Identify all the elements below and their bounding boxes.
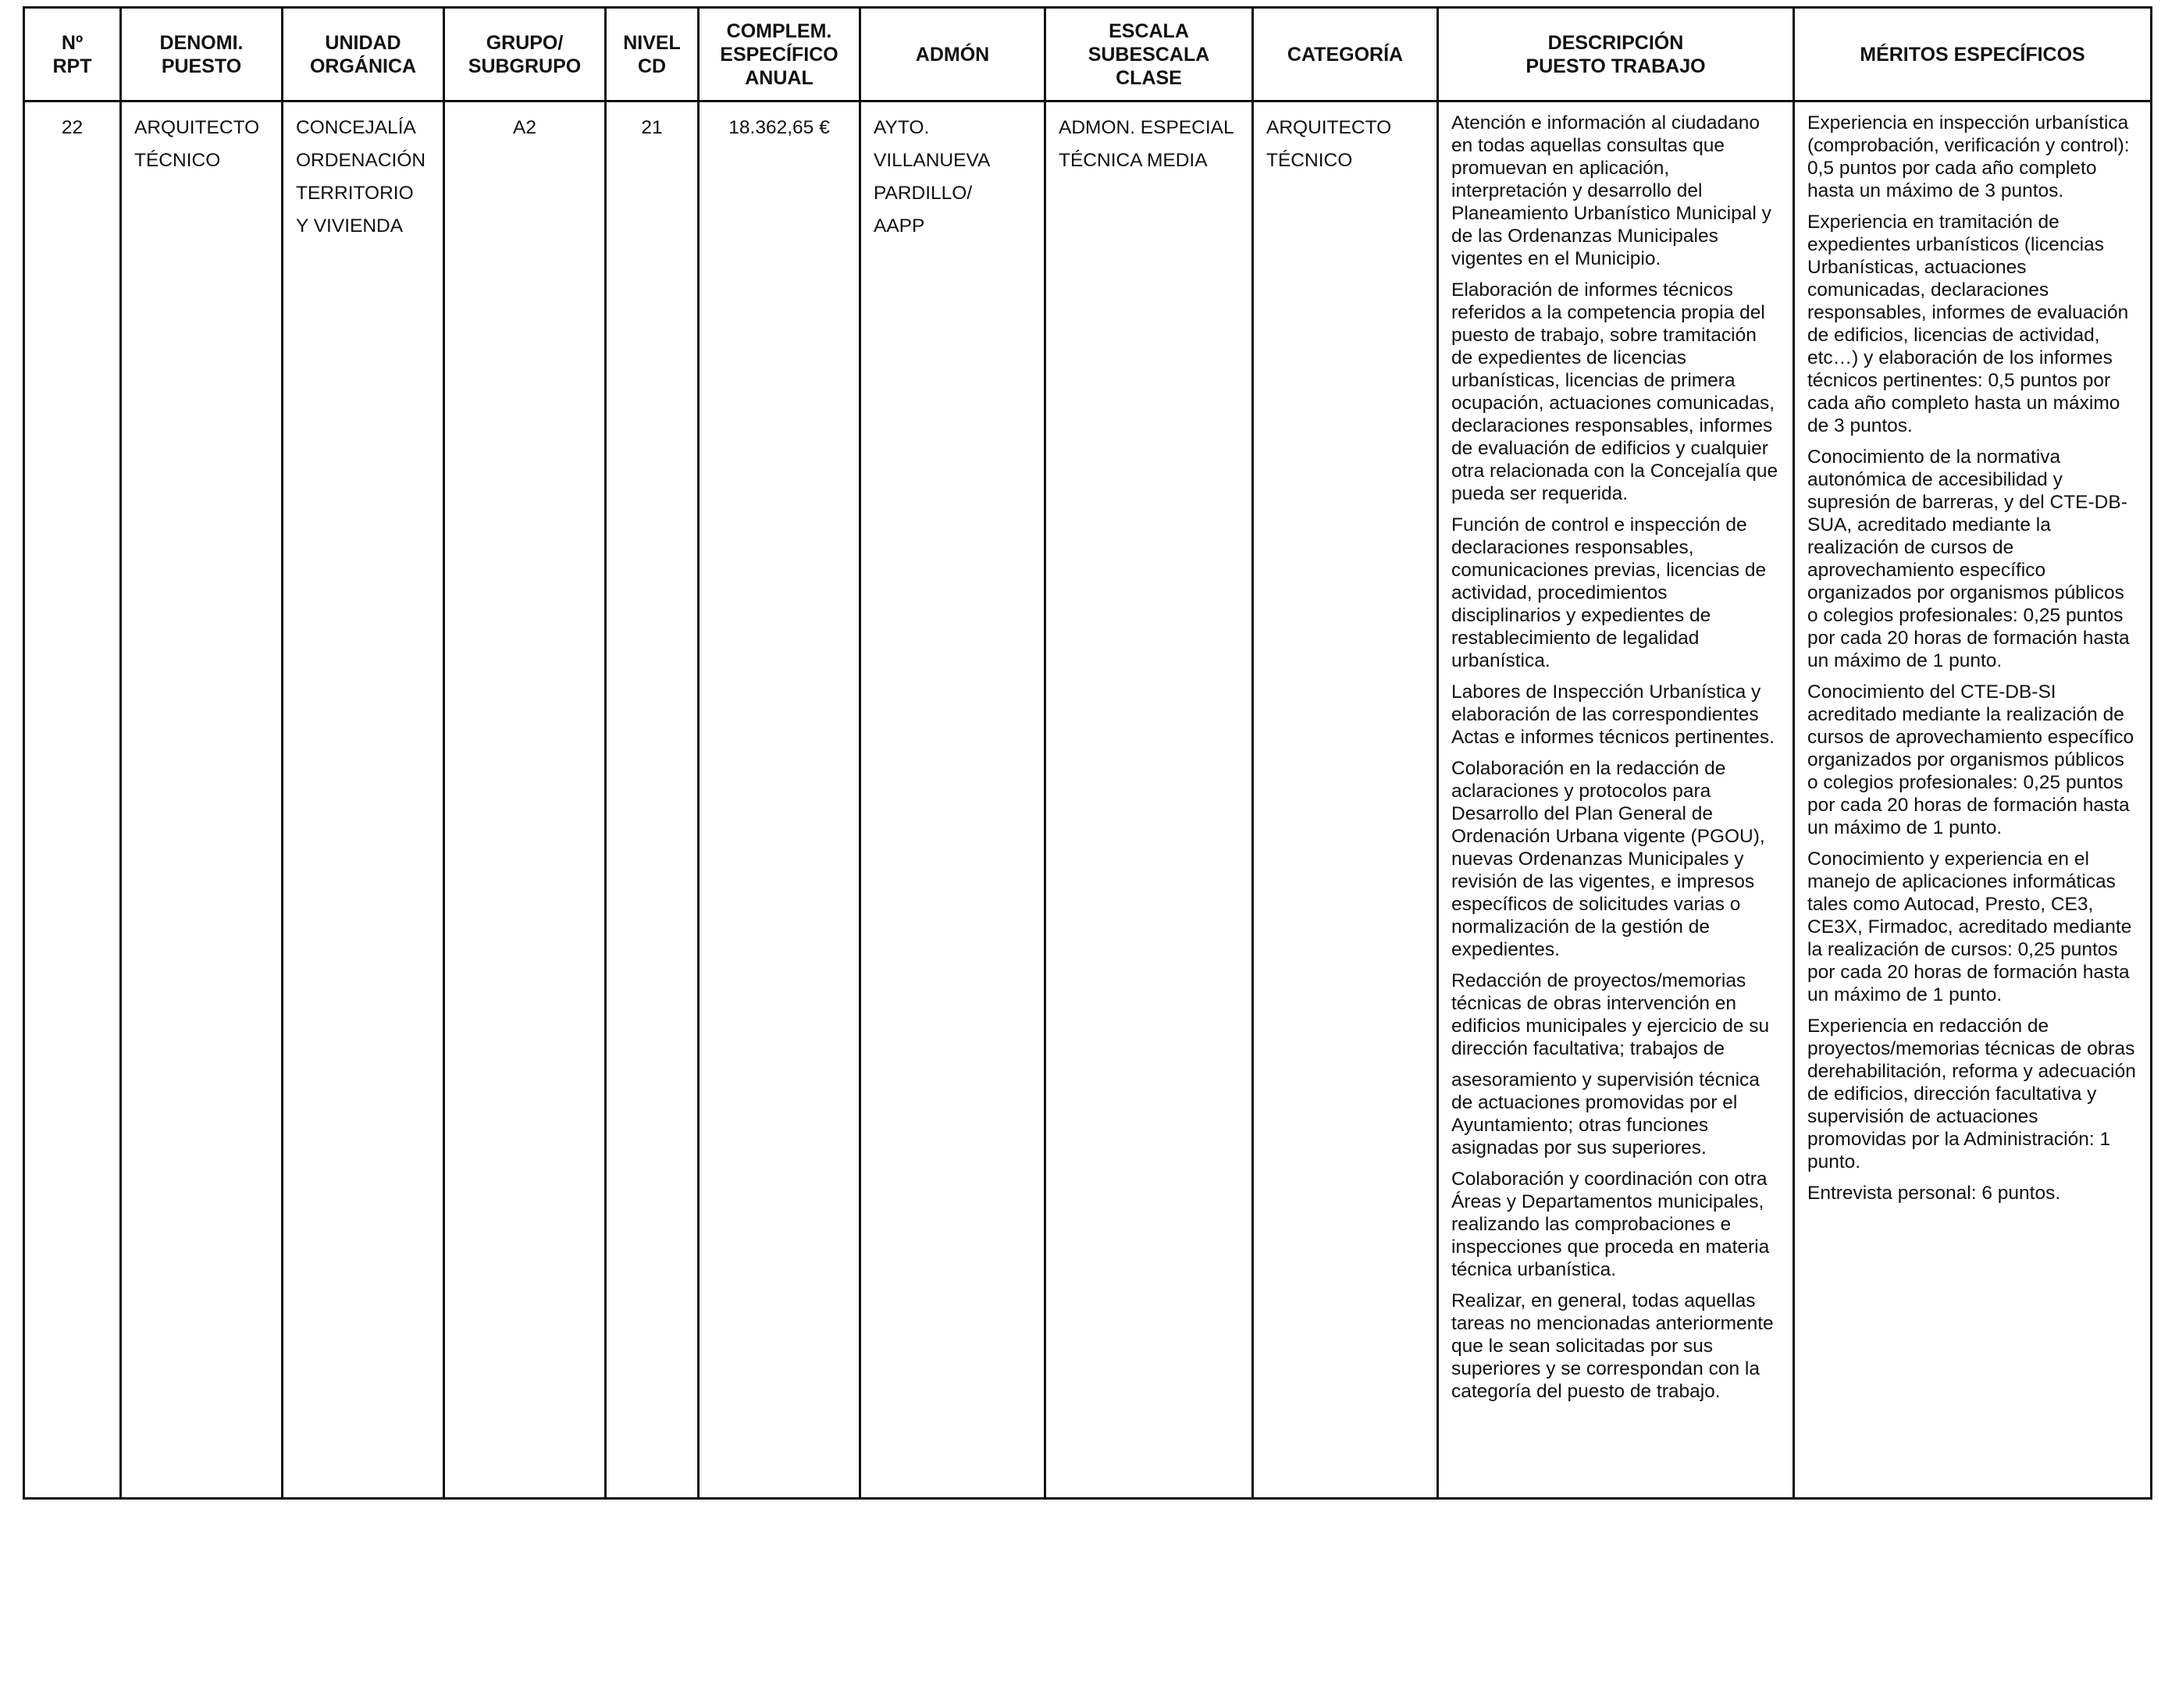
cell-rpt: 22 [24,101,121,1499]
merito-paragraph: Conocimiento y experiencia en el manejo de aplicaciones informáticas tales como Autocad, Presto, CE3, CE3X, Firmadoc, acreditado mediante la realización de cursos: 0,25 puntos por cada 20 horas de formación hasta un máximo de 1 punto. [1807,849,2132,1005]
descripcion-paragraph: Función de control e inspección de declaraciones responsables, comunicaciones previas, licencias de actividad, procedimientos disciplinarios y expedientes de restablecimiento de legalidad urbanística. [1451,514,1767,671]
header-unidad: UNIDAD ORGÁNICA [283,8,444,101]
cell-unidad: CONCEJALÍA ORDENACIÓN TERRITORIO Y VIVIENDA [283,101,444,1499]
merito-paragraph: Experiencia en tramitación de expedientes urbanísticos (licencias Urbanísticas, actuaciones comunicadas, declaraciones responsables, informes de evaluación de edificios, licencias de actividad, etc…) y elaboración de los informes técnicos pertinentes: 0,5 puntos por cada año completo hasta un máximo de 3 puntos. [1807,212,2129,436]
header-nivel: NIVEL CD [606,8,699,101]
cell-categoria: ARQUITECTO TÉCNICO [1253,101,1438,1499]
cell-admon: AYTO. VILLANUEVA PARDILLO/ AAPP [860,101,1045,1499]
header-escala: ESCALA SUBESCALA CLASE [1045,8,1253,101]
cell-meritos [1794,101,2152,1499]
header-row [24,8,2152,101]
cell-nivel: 21 [606,101,699,1499]
descripcion-paragraph: asesoramiento y supervisión técnica de actuaciones promovidas por el Ayuntamiento; otras funciones asignadas por sus superiores. [1451,1069,1760,1158]
merito-paragraph: Conocimiento de la normativa autonómica de accesibilidad y supresión de barreras, y del CTE-DB-SUA, acreditado mediante la realización de cursos de aprovechamiento específico organizados por organismos públicos o colegios profesionales: 0,25 puntos por cada 20 horas de formación hasta un máximo de 1 punto. [1807,447,2130,671]
cell-escala: ADMON. ESPECIAL TÉCNICA MEDIA [1045,101,1253,1499]
header-categoria: CATEGORÍA [1253,8,1438,101]
merito-paragraph: Entrevista personal: 6 puntos. [1807,1183,2061,1204]
header-descripcion: DESCRIPCIÓN PUESTO TRABAJO [1438,8,1794,101]
merito-paragraph: Experiencia en inspección urbanística (comprobación, verificación y control): 0,5 puntos por cada año completo hasta un máximo de 3 puntos. [1807,112,2130,201]
descripcion-paragraph: Elaboración de informes técnicos referidos a la competencia propia del puesto de trabajo, sobre tramitación de expedientes de licencias urbanísticas, licencias de primera ocupación, actuaciones comunicadas, declaraciones responsables, informes de evaluación de edificios y cualquier otra relacionada con la Concejalía que pueda ser requerida. [1451,279,1778,504]
descripcion-paragraph: Redacción de proyectos/memorias técnicas de obras intervención en edificios municipales y ejercicio de su dirección facultativa; trabajos de [1451,970,1770,1059]
descripcion-paragraph: Realizar, en general, todas aquellas tareas no mencionadas anteriormente que le sean solicitadas por sus superiores y se correspondan con la categoría del puesto de trabajo. [1451,1290,1774,1402]
merito-paragraph: Experiencia en redacción de proyectos/memorias técnicas de obras derehabilitación, reforma y adecuación de edificios, dirección facultativa y supervisión de actuaciones promovidas por la Administración: 1 punto. [1807,1016,2136,1172]
header-puesto: DENOMI. PUESTO [121,8,283,101]
header-complemento: COMPLEM. ESPECÍFICO ANUAL [699,8,860,101]
header-grupo: GRUPO/ SUBGRUPO [444,8,606,101]
header-rpt: Nº RPT [24,8,121,101]
cell-complemento: 18.362,65 € [699,101,860,1499]
header-meritos: MÉRITOS ESPECÍFICOS [1794,8,2152,101]
merito-paragraph: Conocimiento del CTE-DB-SI acreditado mediante la realización de cursos de aprovechamiento específico organizados por organismos públicos o colegios profesionales: 0,25 puntos por cada 20 horas de formación hasta un máximo de 1 punto. [1807,681,2134,838]
cell-descripcion [1438,101,1794,1499]
descripcion-paragraph: Colaboración en la redacción de aclaraciones y protocolos para Desarrollo del Plan General de Ordenación Urbana vigente (PGOU), nuevas Ordenanzas Municipales y revisión de las vigentes, e impresos específicos de solicitudes varias o normalización de la gestión de expedientes. [1451,758,1765,960]
rpt-table [23,6,2152,1500]
cell-grupo: A2 [444,101,606,1499]
descripcion-paragraph: Colaboración y coordinación con otra Áreas y Departamentos municipales, realizando las comprobaciones e inspecciones que proceda en materia técnica urbanística. [1451,1169,1770,1280]
descripcion-paragraph: Labores de Inspección Urbanística y elaboración de las correspondientes Actas e informes técnicos pertinentes. [1451,681,1775,748]
header-admon: ADMÓN [860,8,1045,101]
table-row [24,101,2152,1499]
cell-puesto: ARQUITECTO TÉCNICO [121,101,283,1499]
descripcion-paragraph: Atención e información al ciudadano en todas aquellas consultas que promuevan en aplicación, interpretación y desarrollo del Planeamiento Urbanístico Municipal y de las Ordenanzas Municipales vigentes en el Municipio. [1451,112,1771,269]
